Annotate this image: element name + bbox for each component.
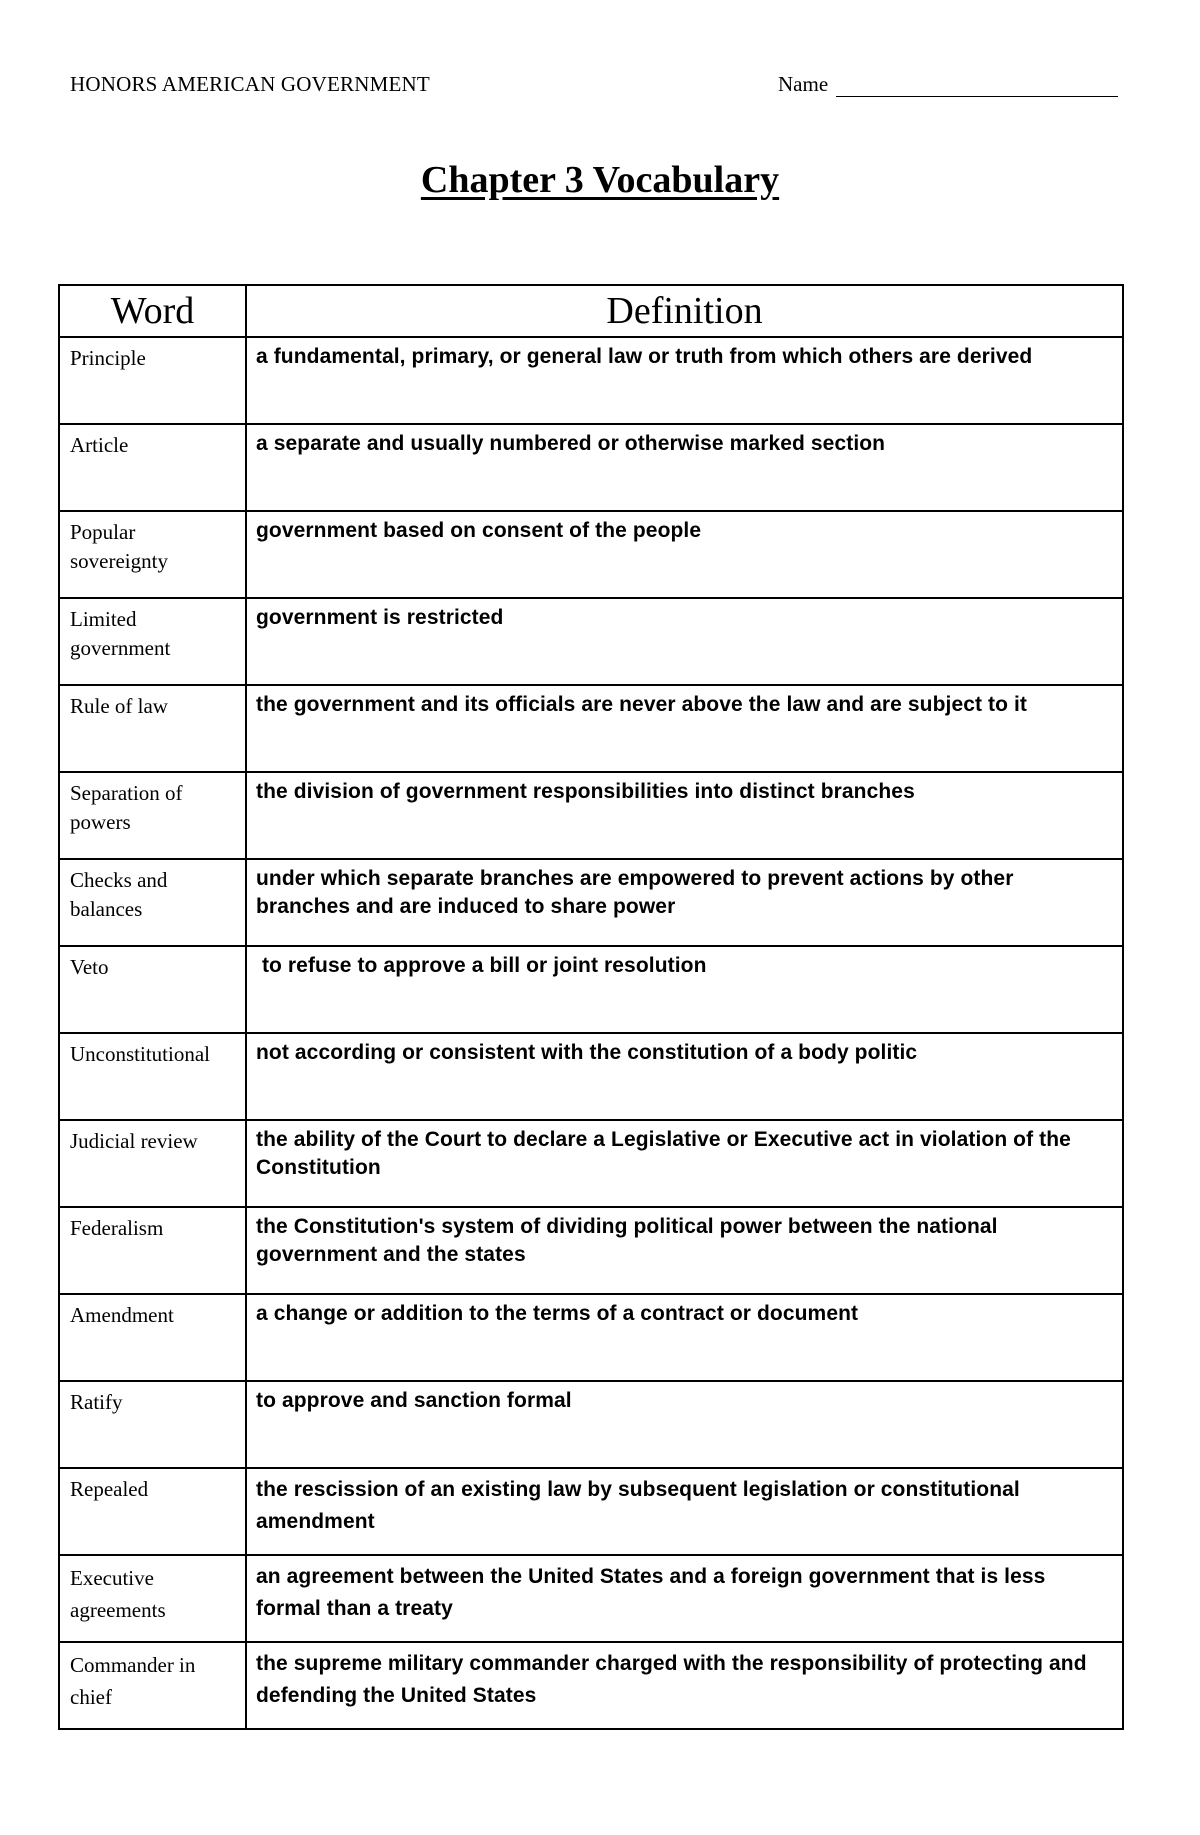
vocab-definition: an agreement between the United States and a foreign government that is less formal than a treaty <box>246 1555 1122 1642</box>
vocab-word: Judicial review <box>60 1120 246 1207</box>
vocab-word: Rule of law <box>60 685 246 772</box>
table-row <box>60 1555 1122 1642</box>
column-header-word: Word <box>60 286 246 337</box>
vocab-definition: not according or consistent with the constitution of a body politic <box>246 1033 1122 1120</box>
vocab-definition: to refuse to approve a bill or joint resolution <box>246 946 1122 1033</box>
vocab-word: Unconstitutional <box>60 1033 246 1120</box>
table-row <box>60 511 1122 598</box>
vocab-word: Federalism <box>60 1207 246 1294</box>
table-row <box>60 1207 1122 1294</box>
page-title: Chapter 3 Vocabulary <box>420 159 780 201</box>
table-row <box>60 337 1122 424</box>
vocab-definition: under which separate branches are empowered to prevent actions by other branches and are induced to share power <box>246 859 1122 946</box>
vocab-word: Commander in chief <box>60 1642 246 1729</box>
vocab-word: Checks and balances <box>60 859 246 946</box>
vocab-definition: a separate and usually numbered or otherwise marked section <box>246 424 1122 511</box>
vocab-definition: a change or addition to the terms of a contract or document <box>246 1294 1122 1381</box>
name-blank-line[interactable] <box>836 72 1118 97</box>
vocab-definition: the rescission of an existing law by subsequent legislation or constitutional amendment <box>246 1468 1122 1555</box>
vocab-definition: government is restricted <box>246 598 1122 685</box>
vocab-definition: the ability of the Court to declare a Legislative or Executive act in violation of the Constitution <box>246 1120 1122 1207</box>
vocab-definition: the division of government responsibilities into distinct branches <box>246 772 1122 859</box>
vocab-word: Separation of powers <box>60 772 246 859</box>
table-row <box>60 1033 1122 1120</box>
vocab-word: Article <box>60 424 246 511</box>
vocab-word: Principle <box>60 337 246 424</box>
table-header-row <box>60 286 1122 337</box>
table-row <box>60 1294 1122 1381</box>
table-row <box>60 685 1122 772</box>
table-row <box>60 946 1122 1033</box>
table-row <box>60 772 1122 859</box>
vocab-word: Limited government <box>60 598 246 685</box>
course-title: HONORS AMERICAN GOVERNMENT <box>70 72 430 96</box>
vocab-definition: the supreme military commander charged with the responsibility of protecting and defending the United States <box>246 1642 1122 1729</box>
table-row <box>60 1642 1122 1729</box>
vocab-definition: the government and its officials are never above the law and are subject to it <box>246 685 1122 772</box>
vocab-definition: the Constitution's system of dividing political power between the national government and the states <box>246 1207 1122 1294</box>
vocab-word: Ratify <box>60 1381 246 1468</box>
vocab-definition: government based on consent of the people <box>246 511 1122 598</box>
name-field <box>778 72 1118 97</box>
vocab-word: Repealed <box>60 1468 246 1555</box>
table-row <box>60 598 1122 685</box>
name-label: Name <box>778 72 829 96</box>
table-row <box>60 859 1122 946</box>
vocab-word: Popular sovereignty <box>60 511 246 598</box>
vocab-definition: a fundamental, primary, or general law or truth from which others are derived <box>246 337 1122 424</box>
vocab-word: Amendment <box>60 1294 246 1381</box>
vocabulary-table <box>58 284 1124 1730</box>
column-header-definition: Definition <box>246 286 1122 337</box>
table-row <box>60 1468 1122 1555</box>
vocab-definition: to approve and sanction formal <box>246 1381 1122 1468</box>
table-row <box>60 1120 1122 1207</box>
table-row <box>60 424 1122 511</box>
vocab-word: Executive agreements <box>60 1555 246 1642</box>
vocab-word: Veto <box>60 946 246 1033</box>
table-row <box>60 1381 1122 1468</box>
